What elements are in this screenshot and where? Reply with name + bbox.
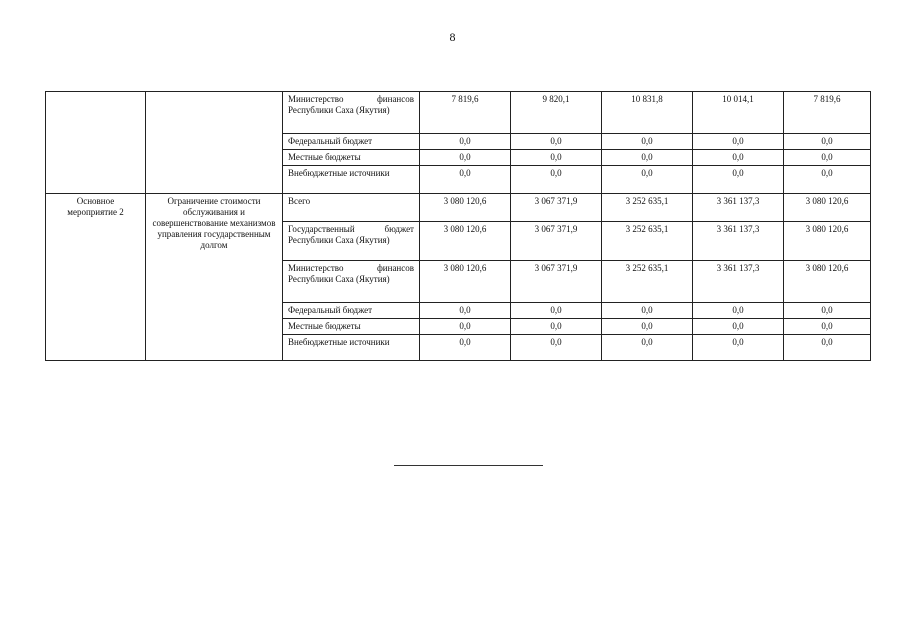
event-cell <box>46 92 146 194</box>
value-cell: 3 080 120,6 <box>784 194 871 222</box>
value-cell: 3 361 137,3 <box>693 222 784 261</box>
description-cell <box>146 92 283 194</box>
value-cell: 0,0 <box>602 166 693 194</box>
value-cell: 3 080 120,6 <box>420 222 511 261</box>
value-cell: 3 080 120,6 <box>784 261 871 303</box>
source-cell: Внебюджетные источники <box>283 335 420 361</box>
source-cell: Всего <box>283 194 420 222</box>
value-cell: 0,0 <box>784 166 871 194</box>
value-cell: 0,0 <box>693 166 784 194</box>
page-number: 8 <box>449 30 456 44</box>
value-cell: 0,0 <box>511 303 602 319</box>
value-cell: 3 080 120,6 <box>420 194 511 222</box>
value-cell: 0,0 <box>602 319 693 335</box>
value-cell: 3 361 137,3 <box>693 261 784 303</box>
value-cell: 7 819,6 <box>420 92 511 134</box>
value-cell: 7 819,6 <box>784 92 871 134</box>
value-cell: 0,0 <box>420 134 511 150</box>
value-cell: 9 820,1 <box>511 92 602 134</box>
source-cell: Федеральный бюджет <box>283 303 420 319</box>
value-cell: 0,0 <box>602 303 693 319</box>
value-cell: 0,0 <box>420 150 511 166</box>
value-cell: 3 080 120,6 <box>784 222 871 261</box>
footer-separator-line <box>394 465 543 466</box>
event-cell: Основное мероприятие 2 <box>46 194 146 361</box>
value-cell: 0,0 <box>693 335 784 361</box>
value-cell: 0,0 <box>693 150 784 166</box>
budget-table <box>45 91 871 361</box>
value-cell: 3 067 371,9 <box>511 222 602 261</box>
value-cell: 0,0 <box>511 150 602 166</box>
value-cell: 0,0 <box>602 150 693 166</box>
value-cell: 0,0 <box>420 303 511 319</box>
value-cell: 0,0 <box>420 319 511 335</box>
table-row <box>46 92 871 134</box>
value-cell: 0,0 <box>693 134 784 150</box>
value-cell: 3 361 137,3 <box>693 194 784 222</box>
source-cell: Внебюджетные источники <box>283 166 420 194</box>
value-cell: 0,0 <box>784 335 871 361</box>
value-cell: 10 014,1 <box>693 92 784 134</box>
source-cell: Местные бюджеты <box>283 319 420 335</box>
value-cell: 0,0 <box>420 166 511 194</box>
source-cell: Местные бюджеты <box>283 150 420 166</box>
value-cell: 3 252 635,1 <box>602 194 693 222</box>
value-cell: 0,0 <box>511 166 602 194</box>
source-cell: Федеральный бюджет <box>283 134 420 150</box>
source-cell: Министерство финансов Республики Саха (Якутия) <box>283 261 420 303</box>
description-cell: Ограничение стоимости обслуживания и совершенствование механизмов управления государственным долгом <box>146 194 283 361</box>
value-cell: 3 080 120,6 <box>420 261 511 303</box>
value-cell: 0,0 <box>784 150 871 166</box>
value-cell: 0,0 <box>784 134 871 150</box>
table-row <box>46 194 871 222</box>
value-cell: 10 831,8 <box>602 92 693 134</box>
value-cell: 0,0 <box>511 319 602 335</box>
value-cell: 0,0 <box>602 335 693 361</box>
value-cell: 0,0 <box>693 319 784 335</box>
value-cell: 0,0 <box>784 303 871 319</box>
value-cell: 3 067 371,9 <box>511 194 602 222</box>
value-cell: 0,0 <box>693 303 784 319</box>
value-cell: 3 252 635,1 <box>602 261 693 303</box>
value-cell: 0,0 <box>784 319 871 335</box>
value-cell: 0,0 <box>511 134 602 150</box>
value-cell: 0,0 <box>602 134 693 150</box>
value-cell: 3 067 371,9 <box>511 261 602 303</box>
source-cell: Государственный бюджет Республики Саха (Якутия) <box>283 222 420 261</box>
value-cell: 3 252 635,1 <box>602 222 693 261</box>
value-cell: 0,0 <box>420 335 511 361</box>
value-cell: 0,0 <box>511 335 602 361</box>
source-cell: Министерство финансов Республики Саха (Якутия) <box>283 92 420 134</box>
